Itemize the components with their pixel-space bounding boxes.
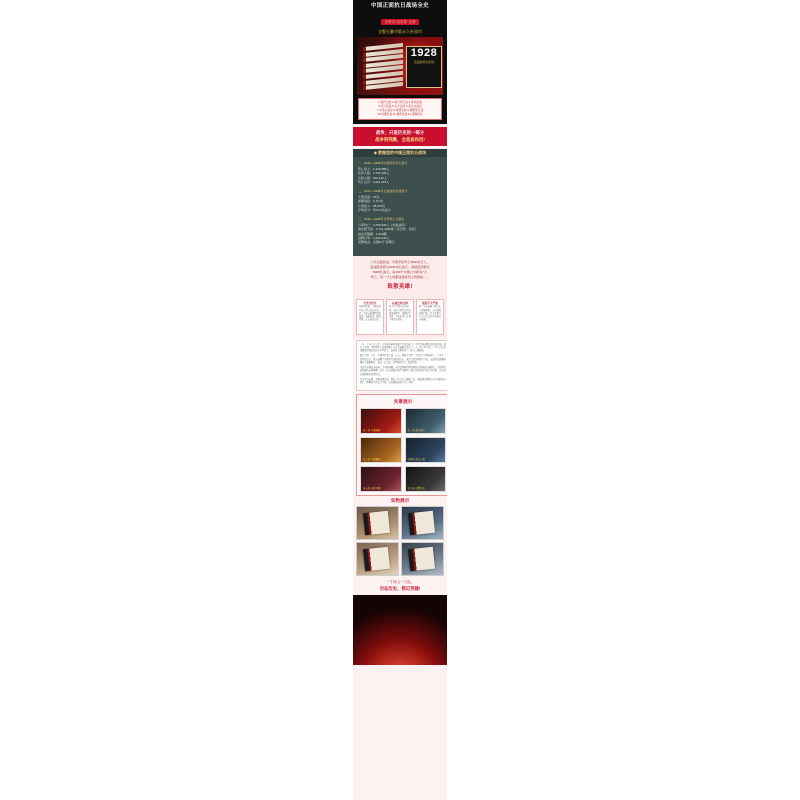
gallery-item-label: 第六卷 受降纪实 xyxy=(407,487,425,491)
footer-image xyxy=(353,595,447,665)
gallery-item[interactable] xyxy=(405,437,447,463)
photo-item[interactable] xyxy=(401,506,444,540)
data-group xyxy=(358,161,442,184)
description-paragraph: 一九三七年七月七日，卢沟桥的枪声划破了华北的夜空，中华民族全面抗战由此开始。此后八年间，中国军队在正面战场上与日本侵略者进行了二十二次大型会战、一千一百余次重要战役和近四万次小型战斗，以血肉之躯筑起了一道又一道防线。 xyxy=(360,343,446,353)
data-line: 平均每天：约12.6次战斗 xyxy=(358,208,391,213)
gallery-item-label: 第三卷 中原鏖战 xyxy=(363,458,381,462)
volume-line: 4·武汉会战 5·长沙会战 6·昆仑关战役 xyxy=(378,105,422,109)
hero-section xyxy=(353,0,447,124)
photo-section-header: 实物展示 xyxy=(390,498,410,504)
long-description xyxy=(356,340,447,391)
quote-line: 直接经济损失1000多亿美元，间接经济损失 xyxy=(370,264,430,269)
data-group-title: 三、1937—1945年日军伤亡与损失 xyxy=(358,217,405,222)
feature-card-body: 参考中日双方战史档案、亲历者回忆录及海量战地照片，数据详实可靠，力求客观公正地呈现历史原貌。 xyxy=(389,306,411,321)
feature-card-title: 通俗不失严谨 xyxy=(422,301,438,305)
book-photo-shape xyxy=(408,510,436,535)
book-photo-shape xyxy=(363,546,391,571)
volume-line: 7·中条山战役 8·常德会战 9·衡阳保卫战 xyxy=(376,109,424,113)
red-banner xyxy=(353,127,447,146)
data-line: 伤亡总计：3,211,419人 xyxy=(358,180,390,184)
data-line: 负伤人数：1,761,335人 xyxy=(358,171,390,176)
photo-item[interactable] xyxy=(401,542,444,576)
data-line: 大型会战：22次 xyxy=(358,194,380,199)
data-group-title: 一、1937—1945年中国军队伤亡统计 xyxy=(358,161,408,166)
photo-section xyxy=(353,496,447,576)
gallery-item[interactable] xyxy=(405,466,447,492)
description-paragraph: 淞沪会战三个月，中国军队伤亡逾三十万，粉碎了日军三个月灭亡中国的狂言；台儿庄一役歼敌万余，极大鼓舞了全国军民的抗战信心；武汉会战历时四个半月，使抗战由战略防御转入战略相持；长沙三次会战，日军屡攻不克，损兵折将。 xyxy=(360,355,446,364)
gallery-item-label: 第五卷 远征印缅 xyxy=(363,487,381,491)
banner-line-1: 战争，只是历史的一部分 xyxy=(375,130,425,136)
gallery-item-label: 第四卷 长沙会战 xyxy=(407,458,425,462)
year-number: 1928 xyxy=(410,47,438,59)
quote-section xyxy=(353,256,447,296)
book-photo-shape xyxy=(408,546,436,571)
quote-line: 八年全面抗战，中国军民伤亡3500余万人， xyxy=(370,259,430,264)
product-gallery xyxy=(356,394,447,496)
feature-card xyxy=(416,299,444,335)
feature-card-body: 语言生动流畅，既有宏大战略视野，又有细腻战场白描，适合普通读者与历史爱好者系统阅读收藏。 xyxy=(419,306,441,321)
volume-line: 10·桂柳会战 11·湘西会战 12·受降纪实 xyxy=(377,113,423,117)
data-group xyxy=(358,189,442,212)
book-photo-shape xyxy=(363,510,391,535)
page-title: 中国正面抗日战场全史 xyxy=(370,3,429,9)
footer-line-1: 一寸河山一寸血， xyxy=(385,580,415,585)
volume-line: 1·淞沪会战 2·南京保卫战 3·徐州会战 xyxy=(378,101,422,104)
feature-card xyxy=(356,299,384,335)
quote-highlight: 致敬英雄! xyxy=(387,283,413,290)
hero-subtitle: 完整无删节版永久补留市 xyxy=(378,29,422,34)
photo-item[interactable] xyxy=(356,542,399,576)
feature-cards xyxy=(353,296,447,338)
gallery-item-label: 第一卷 全面爆发 xyxy=(363,429,381,433)
book-stack-illustration xyxy=(363,43,403,91)
banner-line-2: 战争很残酷，全是血和泪! xyxy=(375,136,425,142)
hero-image xyxy=(357,37,443,95)
product-detail-strip xyxy=(353,0,447,800)
feature-card-title: 权威史料支撑 xyxy=(392,301,408,305)
footer-quote xyxy=(353,576,447,595)
description-paragraph: 本套书以翔实的史料、生动的笔触，全景式再现中国正面抗日战场的壮阔图景。书中既写统帅部的运筹帷幄，也写士兵在战壕中的生死瞬间；既有对战役得失的冷静分析，也有对民族精神的深情礼赞。 xyxy=(360,367,446,376)
gallery-item[interactable] xyxy=(360,437,402,463)
data-group-title: 二、1937—1945年正面战场会战统计 xyxy=(358,189,408,194)
gallery-item[interactable] xyxy=(360,466,402,492)
photo-grid xyxy=(353,506,447,576)
data-group xyxy=(358,217,442,244)
data-line: 被击毁飞机：2,711,4186架（含击伤、俘获） xyxy=(358,227,418,232)
feature-card-body: 以时间为轴，完整还原22次大型会战的全过程，从战前部署到战役结局，层层递进，脉络清晰，读来如临其境。 xyxy=(359,306,381,321)
footer-line-2: 勿忘历史，铭记英雄! xyxy=(379,585,421,591)
gallery-item[interactable] xyxy=(405,408,447,434)
year-caption: 正面战场全纪实 xyxy=(413,60,435,64)
volume-list-box xyxy=(358,98,442,120)
data-section xyxy=(353,157,447,256)
description-paragraph: 历史不容忘却，英雄必须铭记。愿每一位读者在翻阅之际，都能感受到那个年代的炽热与悲壮，理解和平的来之不易，从而更加珍视今日之中国。 xyxy=(360,378,446,384)
year-plate xyxy=(406,46,442,88)
feature-card-title: 全景式纪实 xyxy=(363,301,377,305)
data-line: 受降地点：全国16个受降区 xyxy=(358,240,395,245)
data-line: 小型战斗：38,931次 xyxy=(358,203,386,208)
feature-card xyxy=(386,299,414,335)
data-line: 投降日军：1,283,240人 xyxy=(358,236,390,241)
gallery-item-label: 第二卷 淞沪烽火 xyxy=(407,429,425,433)
hero-badge: 全景式·纪实性·全套 xyxy=(381,19,418,25)
data-line: 失踪人数：130,126人 xyxy=(358,175,387,180)
quote-line: 5000亿美元，每100个中国人中就有7人 xyxy=(373,269,427,274)
gallery-grid xyxy=(360,408,446,492)
data-section-header: ◆ 数据里的中国正面抗日战场 xyxy=(353,149,447,157)
quote-line: 伤亡，每一寸土地都浸透着烈士的鲜血…… xyxy=(370,274,430,279)
data-line: 重要战役：1,117次 xyxy=(358,199,384,204)
data-line: 阵亡将士：1,319,958人 xyxy=(358,166,390,171)
data-line: 日军伤亡：1,055,000人（中国战场） xyxy=(358,222,408,227)
gallery-item[interactable] xyxy=(360,408,402,434)
photo-item[interactable] xyxy=(356,506,399,540)
gallery-header: 实景展示 xyxy=(393,399,413,405)
data-line: 被击沉舰艇：1,623艘 xyxy=(358,231,387,236)
